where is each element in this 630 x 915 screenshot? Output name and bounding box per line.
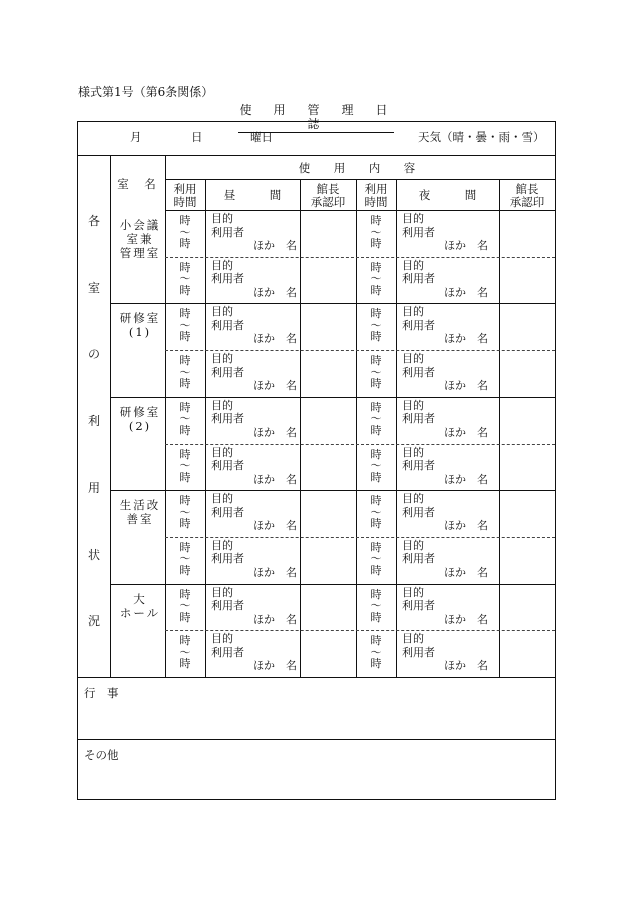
cell-others-label: ほか 名 [444, 379, 488, 393]
cell-purpose-label: 目的 [402, 305, 424, 319]
cell-users-label: 利用者 [402, 272, 435, 286]
cell-users-label: 利用者 [211, 272, 244, 286]
time-time-from: 時 [370, 634, 382, 648]
time-time-to: 時 [179, 423, 191, 437]
day-time-field[interactable] [165, 215, 205, 250]
cell-purpose-label: 目的 [211, 585, 233, 599]
cell-users-label: 利用者 [211, 552, 244, 566]
time-tilde: 〜 [370, 365, 382, 379]
night-approval-stamp-cell[interactable] [499, 210, 555, 257]
cell-purpose-label: 目的 [211, 538, 233, 552]
day-purpose-field[interactable] [211, 492, 303, 533]
night-approval-stamp-cell[interactable] [499, 350, 555, 397]
night-approval-stamp-cell[interactable] [499, 490, 555, 537]
time-time-from: 時 [179, 354, 191, 368]
day-label: 日 [191, 130, 203, 144]
time-header-2-top: 利用 [364, 182, 388, 196]
time-time-to: 時 [370, 470, 382, 484]
time-tilde: 〜 [370, 318, 382, 332]
night-time-field[interactable] [356, 495, 396, 530]
cell-purpose-label: 目的 [402, 445, 424, 459]
sub-row-divider [165, 537, 555, 538]
day-time-field[interactable] [165, 355, 205, 390]
night-approval-stamp-cell[interactable] [499, 397, 555, 444]
day-approval-stamp-cell[interactable] [300, 584, 356, 631]
month-label: 月 [130, 130, 142, 144]
night-time-field[interactable] [356, 449, 396, 484]
time-time-from: 時 [370, 260, 382, 274]
time-time-from: 時 [370, 447, 382, 461]
time-time-to: 時 [370, 657, 382, 671]
night-time-field[interactable] [356, 542, 396, 577]
cell-others-label: ほか 名 [253, 379, 297, 393]
day-approval-stamp-cell[interactable] [300, 210, 356, 257]
room-name-line: 管理室 [119, 246, 161, 260]
night-approval-stamp-cell[interactable] [499, 584, 555, 631]
cell-others-label: ほか 名 [444, 519, 488, 533]
time-header-2-bottom: 時間 [364, 195, 388, 209]
time-time-to: 時 [370, 610, 382, 624]
day-purpose-field[interactable] [211, 586, 303, 627]
day-time-field[interactable] [165, 402, 205, 437]
time-tilde: 〜 [179, 459, 191, 472]
time-tilde: 〜 [370, 645, 382, 659]
room-name [114, 498, 166, 526]
room-name-line: (1) [128, 325, 152, 340]
cell-others-label: ほか 名 [253, 239, 297, 252]
room-name [114, 592, 166, 620]
header-bottom-line [165, 210, 555, 211]
time-time-to: 時 [179, 237, 191, 250]
cell-purpose-label: 目的 [402, 492, 424, 506]
time-time-from: 時 [179, 260, 191, 274]
time-time-from: 時 [179, 400, 191, 414]
events-label: 行 事 [84, 686, 119, 700]
cell-others-label: ほか 名 [253, 659, 297, 673]
room-name-line: 研修室 [119, 311, 161, 326]
other-divider [78, 739, 555, 740]
cell-purpose-label: 目的 [402, 212, 424, 225]
cell-purpose-label: 目的 [211, 632, 233, 646]
night-purpose-field[interactable] [402, 539, 494, 580]
cell-others-label: ほか 名 [253, 332, 297, 346]
stamp-header-2-top: 館長 [515, 182, 539, 196]
cell-others-label: ほか 名 [253, 285, 297, 299]
sub-row-divider [165, 350, 555, 351]
day-purpose-field[interactable] [211, 352, 303, 393]
header-divider [165, 179, 555, 180]
cell-users-label: 利用者 [211, 505, 244, 519]
time-time-from: 時 [370, 307, 382, 321]
time-tilde: 〜 [370, 552, 382, 566]
time-time-to: 時 [179, 377, 191, 391]
day-approval-stamp-cell[interactable] [300, 303, 356, 350]
cell-users-label: 利用者 [211, 365, 244, 379]
time-tilde: 〜 [179, 225, 191, 239]
usage-grid [78, 122, 555, 799]
time-time-from: 時 [179, 540, 191, 554]
side-label-char: 各 [87, 214, 100, 228]
night-approval-stamp-cell[interactable] [499, 630, 555, 677]
night-time-field[interactable] [356, 635, 396, 670]
time-tilde: 〜 [179, 552, 191, 566]
cell-users-label: 利用者 [402, 552, 435, 566]
time-time-from: 時 [370, 400, 382, 414]
cell-others-label: ほか 名 [444, 285, 488, 299]
time-time-from: 時 [370, 354, 382, 368]
night-purpose-field[interactable] [402, 352, 494, 393]
usage-log-sheet [77, 121, 556, 800]
cell-users-label: 利用者 [402, 365, 435, 379]
time-time-to: 時 [370, 517, 382, 531]
side-column-line [110, 155, 111, 677]
side-label-char: の [87, 347, 100, 362]
cell-users-label: 利用者 [211, 225, 244, 239]
usage-header: 使 用 内 容 [298, 161, 422, 175]
cell-users-label: 利用者 [402, 318, 435, 332]
sub-row-divider [165, 630, 555, 631]
time-time-to: 時 [179, 470, 191, 484]
cell-users-label: 利用者 [211, 599, 244, 613]
time-header-1-top: 利用 [173, 182, 197, 196]
day-approval-stamp-cell[interactable] [300, 444, 356, 491]
room-name-line: 研修室 [119, 404, 161, 419]
cell-others-label: ほか 名 [253, 425, 297, 439]
stamp-header-1-bottom: 承認印 [310, 195, 346, 209]
time-time-to: 時 [179, 563, 191, 577]
weather-label: 天気（晴・曇・雨・雪） [418, 130, 545, 144]
cell-others-label: ほか 名 [253, 519, 297, 533]
cell-users-label: 利用者 [402, 412, 435, 426]
time-time-to: 時 [179, 610, 191, 624]
time-time-to: 時 [370, 283, 382, 297]
time-time-to: 時 [370, 237, 382, 250]
day-purpose-field[interactable] [211, 632, 303, 673]
stamp-header-1-top: 館長 [316, 182, 340, 196]
cell-others-label: ほか 名 [253, 612, 297, 626]
time-time-to: 時 [370, 330, 382, 344]
time-tilde: 〜 [179, 318, 191, 332]
cell-others-label: ほか 名 [253, 472, 297, 486]
time-time-to: 時 [179, 330, 191, 344]
cell-users-label: 利用者 [211, 318, 244, 332]
night-purpose-field[interactable] [402, 305, 494, 346]
cell-users-label: 利用者 [402, 645, 435, 659]
cell-purpose-label: 目的 [402, 538, 424, 552]
cell-others-label: ほか 名 [444, 472, 488, 486]
events-divider [78, 677, 555, 678]
time-time-to: 時 [370, 377, 382, 391]
cell-users-label: 利用者 [402, 599, 435, 613]
day-approval-stamp-cell[interactable] [300, 630, 356, 677]
column-line [205, 179, 206, 677]
day-time-field[interactable] [165, 449, 205, 484]
side-label-char: 利 [87, 414, 100, 429]
cell-purpose-label: 目的 [211, 352, 233, 366]
sub-row-divider [165, 444, 555, 445]
cell-purpose-label: 目的 [402, 398, 424, 412]
time-tilde: 〜 [370, 505, 382, 519]
time-tilde: 〜 [179, 365, 191, 379]
time-tilde: 〜 [179, 412, 191, 426]
night-purpose-field[interactable] [402, 446, 494, 487]
column-line [396, 179, 397, 677]
room-name-line: 生活改 [119, 498, 161, 513]
cell-purpose-label: 目的 [211, 492, 233, 506]
night-time-field[interactable] [356, 308, 396, 343]
day-purpose-field[interactable] [211, 305, 303, 346]
day-time-field[interactable] [165, 635, 205, 670]
cell-others-label: ほか 名 [253, 565, 297, 579]
time-tilde: 〜 [370, 459, 382, 472]
side-label-char: 室 [87, 280, 100, 295]
room-name-line: 大 [133, 591, 147, 606]
day-approval-stamp-cell[interactable] [300, 537, 356, 584]
night-time-field[interactable] [356, 215, 396, 250]
cell-purpose-label: 目的 [402, 258, 424, 272]
time-time-to: 時 [179, 283, 191, 297]
day-time-field[interactable] [165, 308, 205, 343]
night-time-field[interactable] [356, 589, 396, 624]
night-time-field[interactable] [356, 262, 396, 297]
time-time-from: 時 [179, 307, 191, 321]
time-tilde: 〜 [179, 505, 191, 519]
night-approval-stamp-cell[interactable] [499, 303, 555, 350]
time-time-from: 時 [370, 587, 382, 601]
night-time-field[interactable] [356, 402, 396, 437]
time-tilde: 〜 [179, 645, 191, 659]
side-label-char: 用 [87, 480, 100, 495]
time-time-from: 時 [179, 634, 191, 648]
cell-purpose-label: 目的 [211, 212, 233, 225]
time-time-from: 時 [179, 494, 191, 508]
night-header: 夜 間 [418, 188, 477, 202]
day-approval-stamp-cell[interactable] [300, 490, 356, 537]
cell-others-label: ほか 名 [444, 332, 488, 346]
cell-purpose-label: 目的 [211, 398, 233, 412]
time-time-to: 時 [370, 423, 382, 437]
document-title: 使 用 管 理 日 誌 [239, 103, 410, 131]
time-time-from: 時 [179, 447, 191, 461]
cell-purpose-label: 目的 [402, 585, 424, 599]
time-time-to: 時 [179, 657, 191, 671]
day-header: 昼 間 [223, 188, 282, 202]
cell-users-label: 利用者 [402, 505, 435, 519]
day-time-field[interactable] [165, 495, 205, 530]
night-approval-stamp-cell[interactable] [499, 257, 555, 304]
day-time-field[interactable] [165, 262, 205, 297]
room-header: 室 名 [117, 177, 158, 191]
time-time-from: 時 [370, 540, 382, 554]
sub-row-divider [165, 257, 555, 258]
cell-others-label: ほか 名 [444, 239, 488, 252]
night-approval-stamp-cell[interactable] [499, 444, 555, 491]
day-approval-stamp-cell[interactable] [300, 257, 356, 304]
cell-others-label: ほか 名 [444, 425, 488, 439]
day-purpose-field[interactable] [211, 446, 303, 487]
day-time-field[interactable] [165, 542, 205, 577]
time-tilde: 〜 [179, 599, 191, 613]
form-number: 様式第1号（第6条関係） [78, 85, 214, 99]
time-tilde: 〜 [370, 412, 382, 426]
cell-users-label: 利用者 [211, 459, 244, 472]
time-time-from: 時 [370, 214, 382, 227]
time-time-from: 時 [370, 494, 382, 508]
night-purpose-field[interactable] [402, 259, 494, 300]
cell-others-label: ほか 名 [444, 565, 488, 579]
day-approval-stamp-cell[interactable] [300, 397, 356, 444]
night-purpose-field[interactable] [402, 212, 494, 253]
cell-users-label: 利用者 [402, 459, 435, 472]
cell-purpose-label: 目的 [402, 632, 424, 646]
night-purpose-field[interactable] [402, 586, 494, 627]
day-approval-stamp-cell[interactable] [300, 350, 356, 397]
other-label: その他 [84, 748, 119, 762]
cell-users-label: 利用者 [402, 225, 435, 239]
cell-purpose-label: 目的 [402, 352, 424, 366]
cell-purpose-label: 目的 [211, 445, 233, 459]
room-name [114, 218, 166, 260]
night-time-field[interactable] [356, 355, 396, 390]
room-name-line: (2) [128, 418, 152, 433]
day-time-field[interactable] [165, 589, 205, 624]
day-purpose-field[interactable] [211, 399, 303, 440]
time-tilde: 〜 [179, 272, 191, 286]
side-label-char: 況 [87, 614, 100, 629]
room-name [114, 405, 166, 433]
time-time-to: 時 [370, 563, 382, 577]
time-tilde: 〜 [370, 599, 382, 613]
weekday-label: 曜日 [250, 130, 273, 144]
cell-others-label: ほか 名 [444, 659, 488, 673]
cell-purpose-label: 目的 [211, 258, 233, 272]
stamp-header-2-bottom: 承認印 [509, 195, 545, 209]
day-purpose-field[interactable] [211, 212, 303, 253]
room-name-line: 善室 [126, 512, 154, 527]
room-name-line: 室兼 [126, 232, 154, 246]
room-name-line: 小会議 [119, 218, 161, 232]
cell-users-label: 利用者 [211, 645, 244, 659]
night-purpose-field[interactable] [402, 492, 494, 533]
side-label-char: 状 [87, 547, 100, 562]
time-header-1-bottom: 時間 [173, 195, 197, 209]
time-time-to: 時 [179, 517, 191, 531]
cell-others-label: ほか 名 [444, 612, 488, 626]
day-purpose-field[interactable] [211, 259, 303, 300]
night-purpose-field[interactable] [402, 399, 494, 440]
room-name [114, 311, 166, 339]
night-purpose-field[interactable] [402, 632, 494, 673]
time-tilde: 〜 [370, 225, 382, 239]
time-time-from: 時 [179, 214, 191, 227]
time-time-from: 時 [179, 587, 191, 601]
cell-users-label: 利用者 [211, 412, 244, 426]
cell-purpose-label: 目的 [211, 305, 233, 319]
day-purpose-field[interactable] [211, 539, 303, 580]
time-tilde: 〜 [370, 272, 382, 286]
room-name-line: ホール [119, 605, 161, 620]
night-approval-stamp-cell[interactable] [499, 537, 555, 584]
